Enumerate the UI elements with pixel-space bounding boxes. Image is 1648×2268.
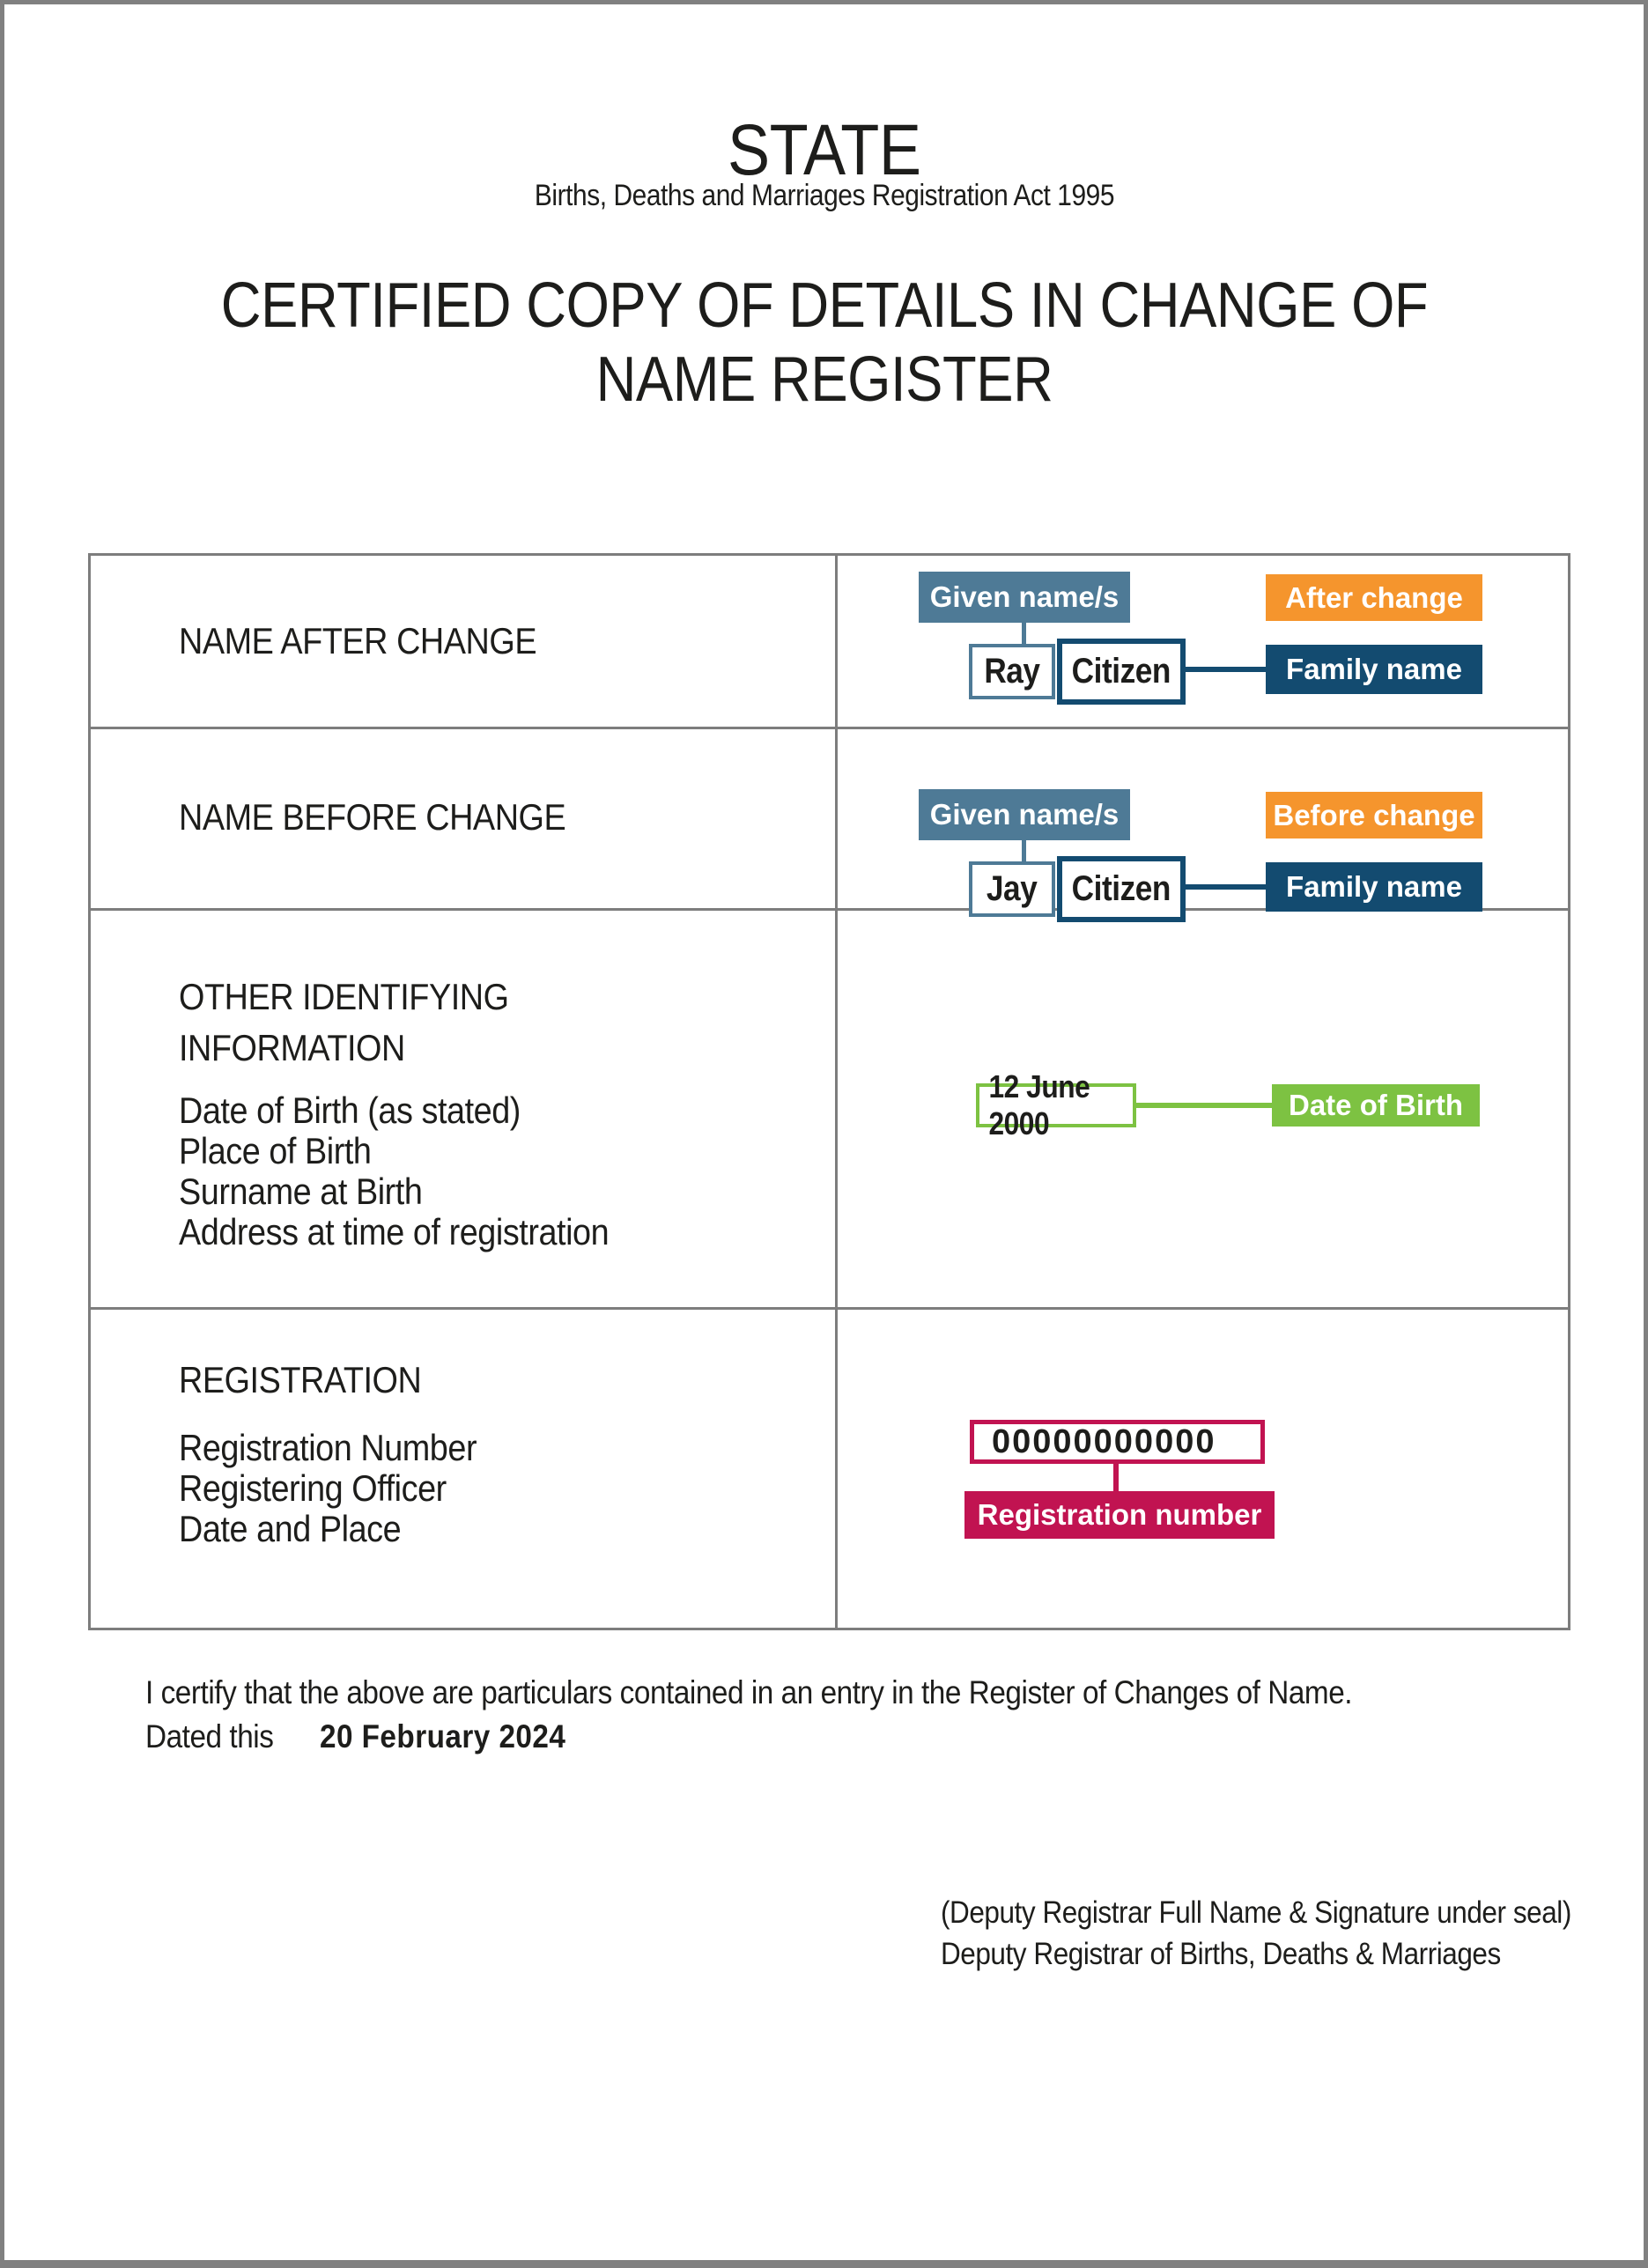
details-table <box>88 553 1570 1630</box>
connector-line <box>1186 884 1266 890</box>
connector-line <box>1022 840 1026 863</box>
state-title-text: STATE <box>727 110 921 190</box>
document-title-text: CERTIFIED COPY OF DETAILS IN CHANGE OF NAME REGISTER <box>220 270 1428 415</box>
table-row-divider <box>91 1307 1568 1310</box>
registration-number-box: 00000000000 <box>970 1420 1265 1464</box>
connector-line <box>1186 667 1266 672</box>
signature-line-2: Deputy Registrar of Births, Deaths & Marriages <box>941 1937 1501 1971</box>
connector-line <box>1113 1464 1119 1491</box>
table-column-divider <box>835 556 838 1628</box>
certificate-date: 20 February 2024 <box>319 1718 565 1755</box>
info-item: Place of Birth <box>179 1130 372 1171</box>
tag-given-names-after: Given name/s <box>919 572 1130 623</box>
info-item: Surname at Birth <box>179 1171 423 1212</box>
dated-prefix: Dated this <box>145 1718 274 1755</box>
act-subtitle-text: Births, Deaths and Marriages Registration Act 1995 <box>534 179 1114 212</box>
info-item: Date of Birth (as stated) <box>179 1090 521 1131</box>
registration-items <box>179 1428 510 1549</box>
certification-statement: I certify that the above are particulars contained in an entry in the Register of Changes of Name. <box>145 1674 1353 1710</box>
tag-family-name-before: Family name <box>1266 862 1482 912</box>
tag-date-of-birth: Date of Birth <box>1272 1084 1480 1127</box>
info-item: Registering Officer <box>179 1467 447 1509</box>
signature-line-1: (Deputy Registrar Full Name & Signature under seal) <box>941 1895 1571 1930</box>
tag-registration-number: Registration number <box>964 1491 1275 1539</box>
document-title <box>4 269 1644 417</box>
info-item: Date and Place <box>179 1508 402 1549</box>
family-name-box-before: Citizen <box>1057 856 1186 922</box>
info-item: Registration Number <box>179 1427 477 1468</box>
dated-line <box>145 1718 593 1755</box>
section-heading-registration: REGISTRATION <box>179 1359 422 1400</box>
tag-before-change: Before change <box>1266 792 1482 838</box>
family-name-box-after: Citizen <box>1057 639 1186 705</box>
other-information-items <box>179 1090 656 1252</box>
signature-block <box>941 1892 1641 1975</box>
act-subtitle <box>4 179 1644 213</box>
given-name-box-after: Ray <box>969 644 1055 699</box>
section-label-name-before-change: NAME BEFORE CHANGE <box>179 796 566 838</box>
tag-family-name-after: Family name <box>1266 645 1482 694</box>
info-item: Address at time of registration <box>179 1211 610 1252</box>
connector-line <box>1022 623 1026 646</box>
given-name-box-before: Jay <box>969 861 1055 917</box>
table-row-divider <box>91 727 1568 729</box>
tag-given-names-before: Given name/s <box>919 789 1130 840</box>
connector-line <box>1136 1103 1272 1108</box>
date-of-birth-box: 12 June 2000 <box>976 1083 1136 1127</box>
section-label-name-after-change: NAME AFTER CHANGE <box>179 620 537 661</box>
tag-after-change: After change <box>1266 574 1482 621</box>
section-heading-other-identifying-information: OTHER IDENTIFYING INFORMATION <box>179 976 509 1068</box>
